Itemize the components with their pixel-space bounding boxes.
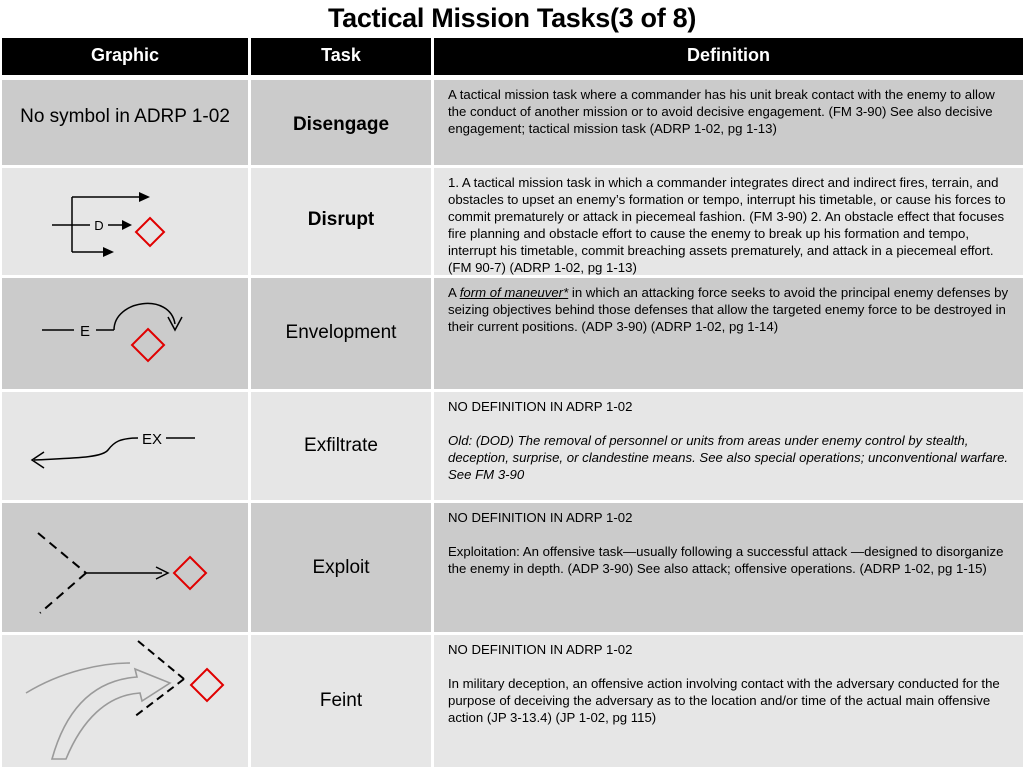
task-label: Exfiltrate (304, 435, 378, 456)
graphic-cell (2, 168, 248, 275)
definition-text: 1. A tactical mission task in which a commander integrates direct and indirect fires, terrain, and obstacles to upset an enemy’s formation or tempo, interrupt his timetable, or cause his forces to commit prematurely or attack in piecemeal fashion. (FM 3-90) 2. An obstacle effect that focuses fire planning and obstacle effort to cause the enemy to break up his formation and tempo, interrupt his timetable, commit breaching assets prematurely, and attack in a piecemeal effort. (FM 90-7) (ADRP 1-02, pg 1-13) (448, 175, 1006, 275)
graphic-cell (2, 635, 248, 767)
page-title: Tactical Mission Tasks(3 of 8) (327, 3, 697, 33)
definition-note: NO DEFINITION IN ADRP 1-02 (448, 510, 633, 525)
definition-text: Old: (DOD) The removal of personnel or units from areas under enemy control by stealth, deception, surprise, or clandestine means. See also special operations; unconventional warfare. See FM 3-90 (448, 433, 1009, 482)
task-disengage (251, 80, 431, 165)
exfiltrate-symbol (2, 392, 248, 500)
task-envelopment (251, 278, 431, 389)
task-label: Envelopment (285, 321, 397, 343)
definition-cell (434, 503, 1023, 632)
column-header-task: Task (251, 38, 431, 75)
task-disrupt (251, 168, 431, 275)
definition-text: A form of maneuver* in which an attacking force seeks to avoid the principal enemy defenses by seizing objectives behind those defenses that allow the targeted enemy force to be destroyed in their current positions. (ADP 3-90) (ADRP 1-02, pg 1-14) (448, 285, 1009, 334)
graphic-cell (2, 392, 248, 500)
exploit-symbol (2, 503, 248, 632)
definition-text: In military deception, an offensive action involving contact with the adversary conducted for the purpose of deceiving the adversary as to the location and/or time of the actual main offensive action (JP 3-13.4) (JP 1-02, pg 115) (448, 676, 1000, 725)
column-header-graphic: Graphic (2, 38, 248, 75)
definition-cell (434, 278, 1023, 389)
no-symbol-text: No symbol in ADRP 1-02 (20, 105, 230, 127)
graphic-cell (2, 80, 248, 165)
definition-cell (434, 168, 1023, 275)
definition-cell (434, 392, 1023, 500)
task-exfiltrate (251, 392, 431, 500)
envelopment-label: E (79, 323, 91, 340)
definition-cell (434, 80, 1023, 165)
definition-text: Exploitation: An offensive task—usually following a successful attack —designed to disorganize the enemy in depth. (ADP 3-90) See also attack; offensive operations. (ADRP 1-02, pg 1-15) (448, 544, 1004, 576)
task-feint (251, 635, 431, 767)
enemy-diamond-icon (132, 329, 164, 361)
task-label: Feint (319, 690, 363, 711)
disrupt-symbol (2, 168, 248, 275)
task-exploit (251, 503, 431, 632)
enemy-diamond-icon (136, 218, 164, 246)
envelopment-symbol (2, 278, 248, 389)
definition-cell (434, 635, 1023, 767)
task-label: Disengage (292, 113, 390, 135)
column-header-definition: Definition (434, 38, 1023, 75)
form-of-maneuver-link[interactable]: form of maneuver* (459, 285, 569, 300)
enemy-diamond-icon (191, 669, 223, 701)
feint-symbol (2, 635, 248, 767)
graphic-cell (2, 503, 248, 632)
graphic-cell (2, 278, 248, 389)
definition-text: A tactical mission task where a commander has his unit break contact with the enemy to allow the conduct of another mission or to avoid decisive engagement. (FM 3-90) See also decisive engagement; tactical mission task (ADRP 1-02, pg 1-13) (448, 87, 995, 136)
task-label: Exploit (312, 556, 370, 578)
task-label: Disrupt (307, 208, 375, 230)
enemy-diamond-icon (174, 557, 206, 589)
disrupt-label: D (94, 218, 104, 233)
exfiltrate-label: EX (141, 431, 163, 448)
definition-note: NO DEFINITION IN ADRP 1-02 (448, 642, 633, 657)
definition-note: NO DEFINITION IN ADRP 1-02 (448, 399, 633, 414)
